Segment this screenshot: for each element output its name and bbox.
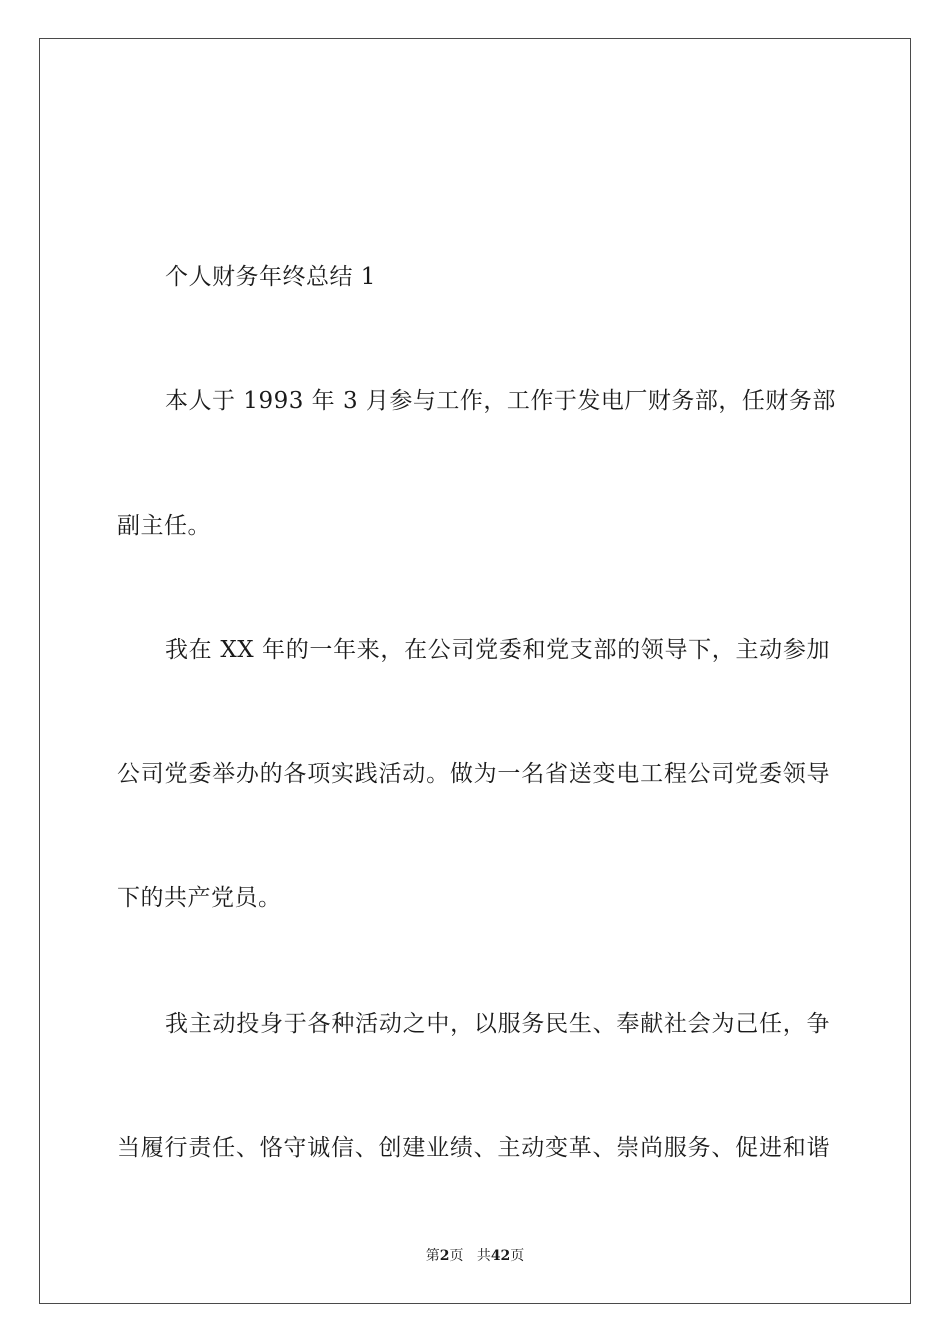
page-border	[39, 38, 911, 1304]
paragraph-line: 我在 XX 年的一年来，在公司党委和党支部的领导下，主动参加	[165, 637, 830, 663]
page-number: 2	[439, 1248, 450, 1264]
page-suffix: 页	[449, 1248, 464, 1264]
paragraph-line: 下的共产党员。	[117, 885, 282, 911]
page-footer	[0, 1247, 950, 1265]
total-suffix: 页	[510, 1248, 525, 1264]
total-pages: 42	[490, 1248, 511, 1264]
page-prefix: 第	[425, 1248, 440, 1264]
document-title: 个人财务年终总结 1	[165, 264, 376, 290]
paragraph-line: 我主动投身于各种活动之中，以服务民生、奉献社会为己任，争	[165, 1011, 830, 1037]
paragraph-line: 当履行责任、恪守诚信、创建业绩、主动变革、崇尚服务、促进和谐	[117, 1135, 830, 1161]
paragraph-line: 本人于 1993 年 3 月参与工作，工作于发电厂财务部，任财务部	[165, 388, 836, 414]
paragraph-line: 副主任。	[117, 513, 211, 539]
paragraph-line: 公司党委举办的各项实践活动。做为一名省送变电工程公司党委领导	[117, 761, 830, 787]
total-prefix: 共	[476, 1248, 491, 1264]
